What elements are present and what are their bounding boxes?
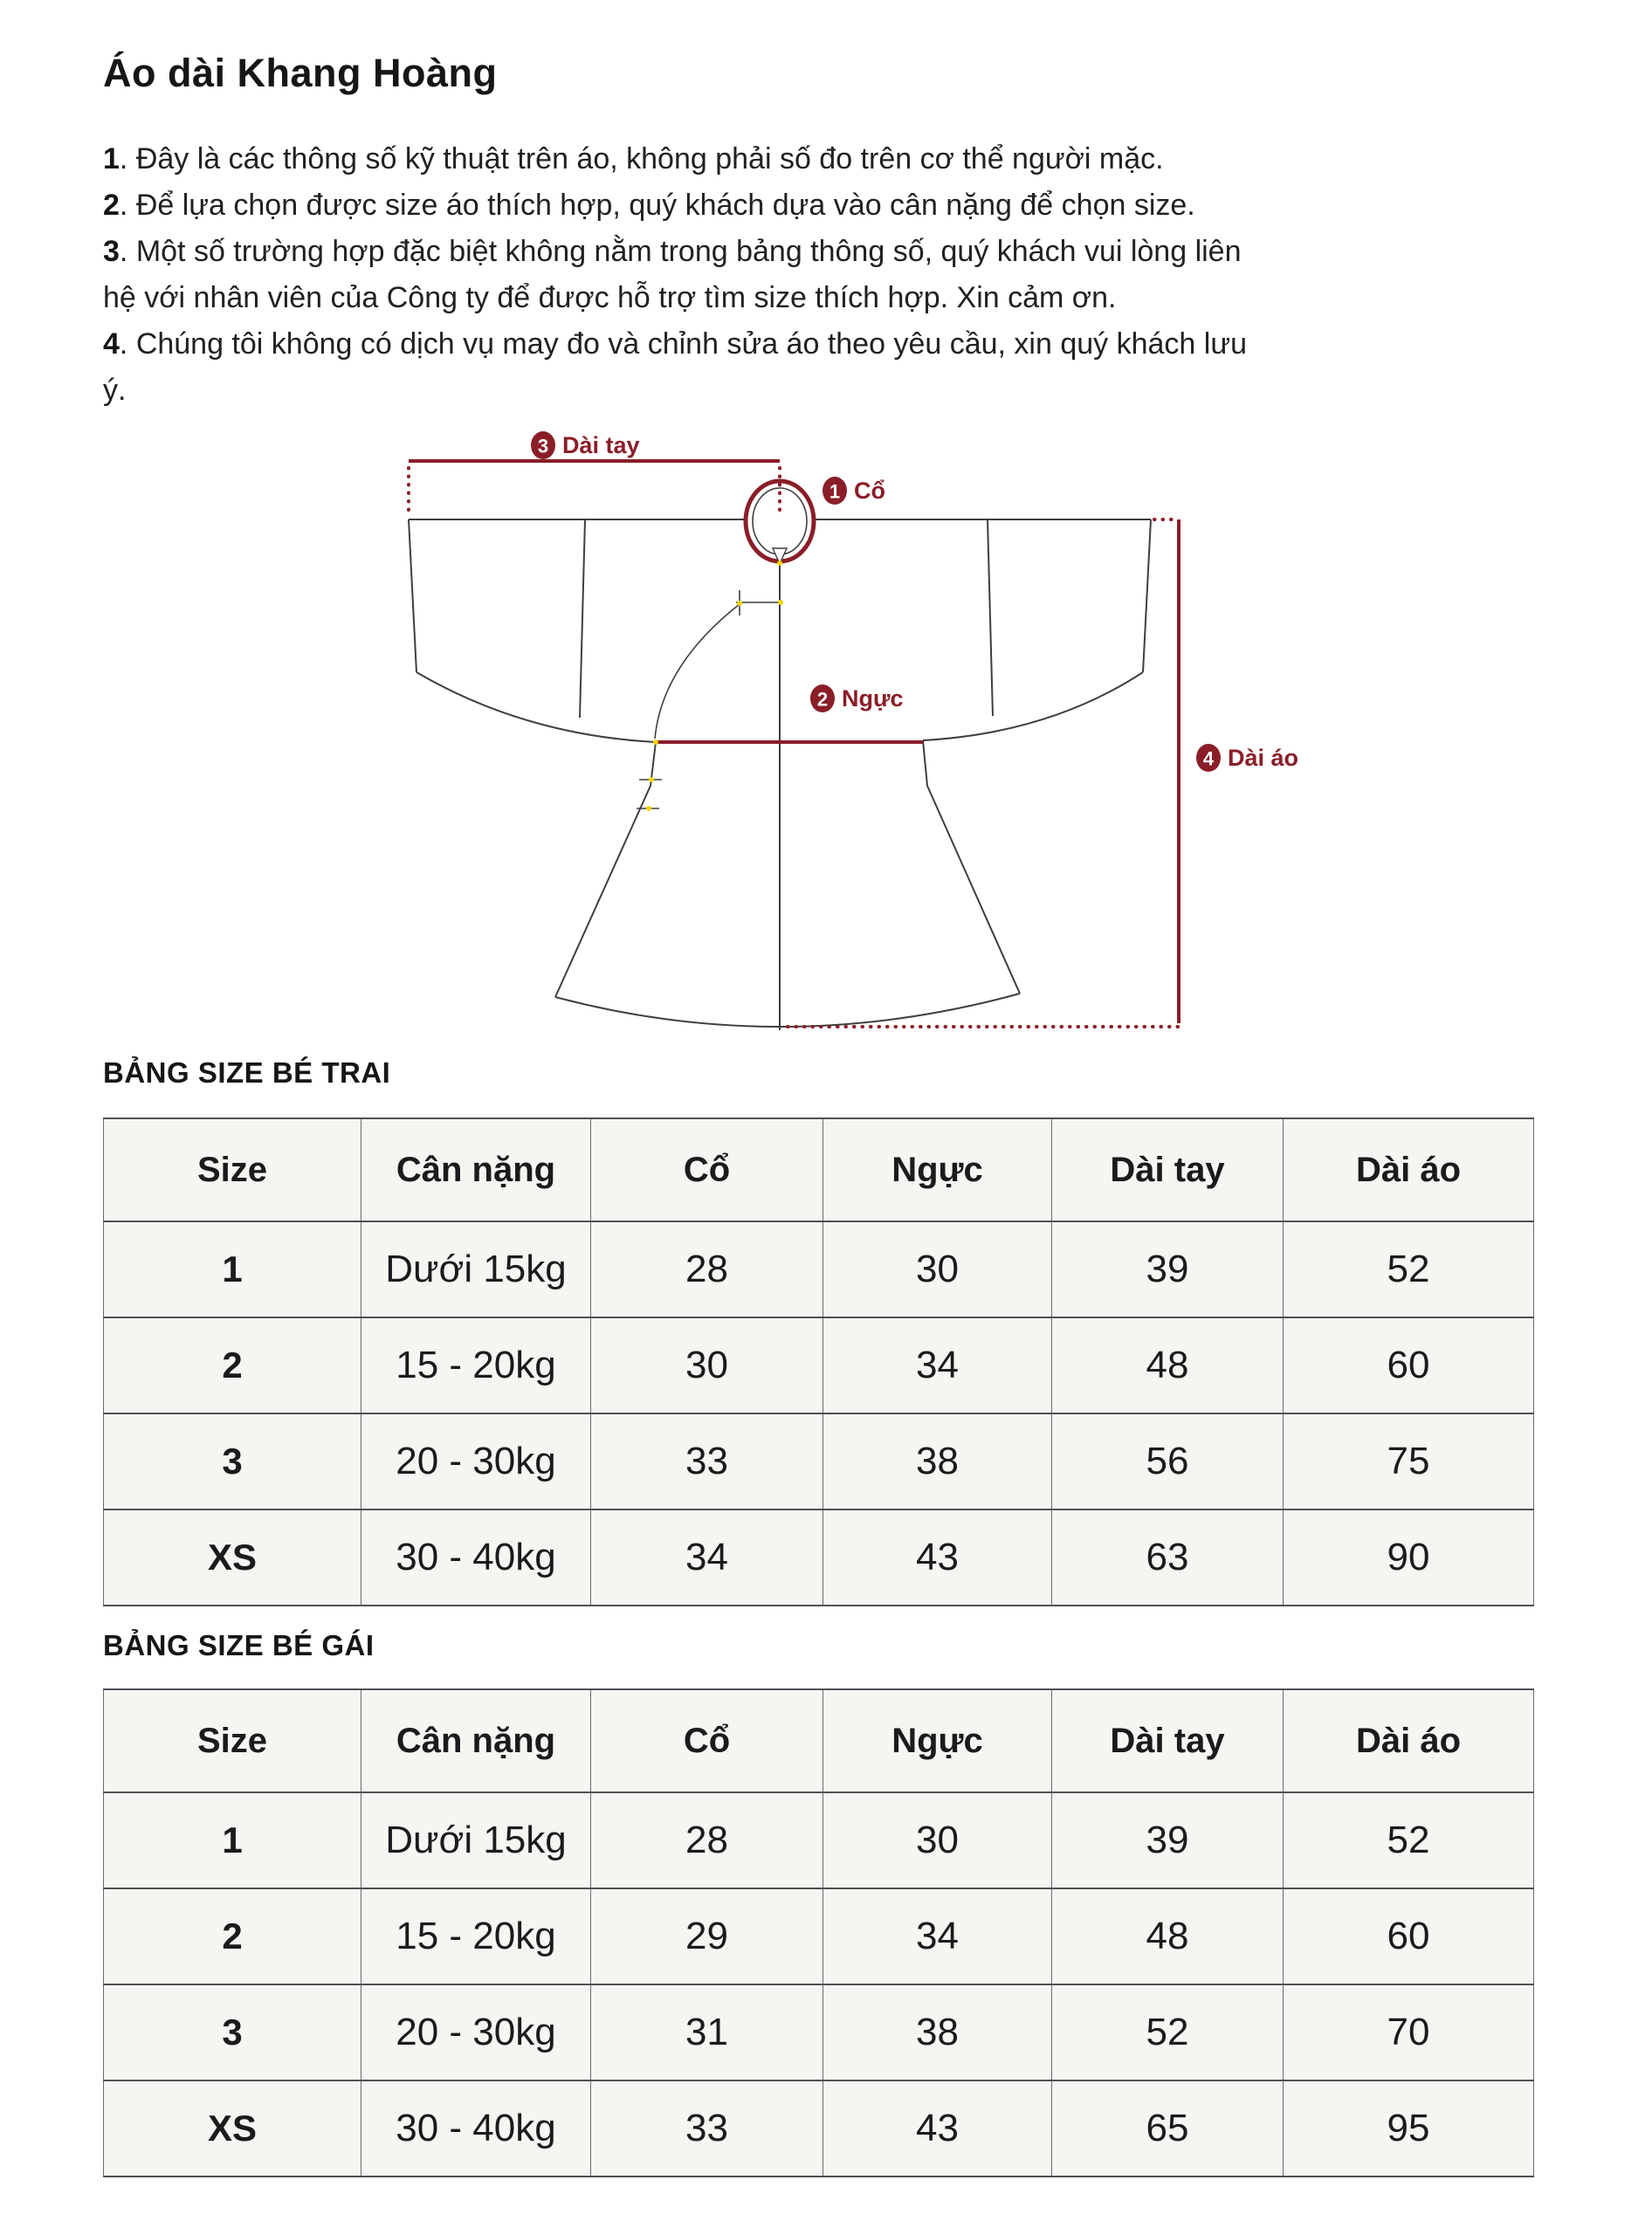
cell-length: 60 [1284,1317,1534,1413]
cell-weight: Dưới 15kg [361,1792,591,1888]
col-weight: Cân nặng [361,1689,591,1792]
label-neck [823,477,885,505]
cell-chest: 38 [823,1984,1052,2080]
cell-sleeve: 52 [1052,1984,1284,2080]
ao-dai-measurement-diagram [244,410,1318,1048]
cell-weight: 30 - 40kg [361,2080,591,2177]
cell-chest: 34 [823,1888,1052,1984]
label-sleeve-number: 3 [537,435,549,457]
cell-chest: 30 [823,1792,1052,1888]
label-neck-number: 1 [829,480,841,503]
cell-sleeve: 39 [1052,1792,1284,1888]
cell-length: 60 [1284,1888,1534,1984]
cell-length: 52 [1284,1792,1534,1888]
col-weight: Cân nặng [361,1118,591,1221]
table-row [104,1413,1534,1509]
cell-size: 1 [104,1792,361,1888]
label-sleeve-text: Dài tay [562,432,640,458]
boys-table-heading: BẢNG SIZE BÉ TRAI [103,1056,391,1089]
girls-header-row [104,1689,1534,1792]
garment-outline [409,519,1151,1030]
cell-chest: 34 [823,1317,1052,1413]
cell-weight: 30 - 40kg [361,1509,591,1606]
cell-sleeve: 65 [1052,2080,1284,2177]
cell-chest: 38 [823,1413,1052,1509]
cell-neck: 29 [591,1888,823,1984]
label-length-text: Dài áo [1228,745,1299,771]
note-1-number: 1 [103,142,120,175]
cell-weight: Dưới 15kg [361,1221,591,1317]
cell-size: 2 [104,1888,361,1984]
cell-chest: 43 [823,2080,1052,2177]
note-3-text: . Một số trường hợp đặc biệt không nằm trong bảng thông số, quý khách vui lòng liên hệ với nhân viên của Công ty để được hỗ trợ tìm size thích hợp. Xin cảm ơn. [103,235,1242,314]
col-sleeve: Dài tay [1052,1118,1284,1221]
table-row [104,1792,1534,1888]
col-chest: Ngực [823,1689,1052,1792]
col-neck: Cổ [591,1689,823,1792]
cell-neck: 31 [591,1984,823,2080]
col-length: Dài áo [1284,1118,1534,1221]
note-1-text: . Đây là các thông số kỹ thuật trên áo, không phải số đo trên cơ thể người mặc. [119,142,1164,175]
cell-sleeve: 63 [1052,1509,1284,1606]
cell-neck: 33 [591,2080,823,2177]
cell-chest: 30 [823,1221,1052,1317]
boys-header-row [104,1118,1534,1221]
cell-sleeve: 48 [1052,1888,1284,1984]
note-4 [103,321,1269,414]
cell-neck: 34 [591,1509,823,1606]
girls-size-table [103,1688,1534,2177]
note-2-number: 2 [103,189,120,222]
col-chest: Ngực [823,1118,1052,1221]
table-row [104,1317,1534,1413]
cell-chest: 43 [823,1509,1052,1606]
label-neck-text: Cổ [854,478,885,504]
girls-table-heading: BẢNG SIZE BÉ GÁI [103,1629,375,1661]
table-row [104,2080,1534,2177]
cell-weight: 15 - 20kg [361,1888,591,1984]
cell-weight: 20 - 30kg [361,1984,591,2080]
table-row [104,1888,1534,1984]
note-4-number: 4 [103,327,120,361]
notes-block [103,136,1269,414]
label-shirt-length [1196,744,1298,772]
note-3 [103,229,1269,321]
label-chest [810,684,904,712]
button-marks [646,560,783,811]
note-2-text: . Để lựa chọn được size áo thích hợp, quý khách dựa vào cân nặng để chọn size. [119,189,1195,222]
cell-neck: 30 [591,1317,823,1413]
col-neck: Cổ [591,1118,823,1221]
table-row [104,1509,1534,1606]
cell-size: XS [104,2080,361,2177]
label-chest-text: Ngực [842,685,904,712]
cell-length: 52 [1284,1221,1534,1317]
cell-size: 3 [104,1413,361,1509]
col-length: Dài áo [1284,1689,1534,1792]
cell-sleeve: 48 [1052,1317,1284,1413]
cell-length: 95 [1284,2080,1534,2177]
cell-neck: 33 [591,1413,823,1509]
label-length-number: 4 [1202,747,1215,770]
note-1 [103,136,1269,182]
cell-weight: 20 - 30kg [361,1413,591,1509]
col-size: Size [104,1689,361,1792]
cell-size: 3 [104,1984,361,2080]
cell-neck: 28 [591,1792,823,1888]
col-size: Size [104,1118,361,1221]
cell-neck: 28 [591,1221,823,1317]
table-row [104,1221,1534,1317]
cell-weight: 15 - 20kg [361,1317,591,1413]
note-3-number: 3 [103,235,120,268]
note-4-text: . Chúng tôi không có dịch vụ may đo và chỉnh sửa áo theo yêu cầu, xin quý khách lưu ý. [103,327,1247,407]
cell-length: 90 [1284,1509,1534,1606]
note-2 [103,182,1269,229]
label-sleeve-length [531,431,640,459]
cell-length: 75 [1284,1413,1534,1509]
cell-size: 2 [104,1317,361,1413]
label-chest-number: 2 [816,688,829,711]
cell-length: 70 [1284,1984,1534,2080]
col-sleeve: Dài tay [1052,1689,1284,1792]
boys-size-table [103,1118,1534,1606]
cell-sleeve: 39 [1052,1221,1284,1317]
cell-sleeve: 56 [1052,1413,1284,1509]
page-title: Áo dài Khang Hoàng [103,51,498,95]
cell-size: XS [104,1509,361,1606]
table-row [104,1984,1534,2080]
cell-size: 1 [104,1221,361,1317]
